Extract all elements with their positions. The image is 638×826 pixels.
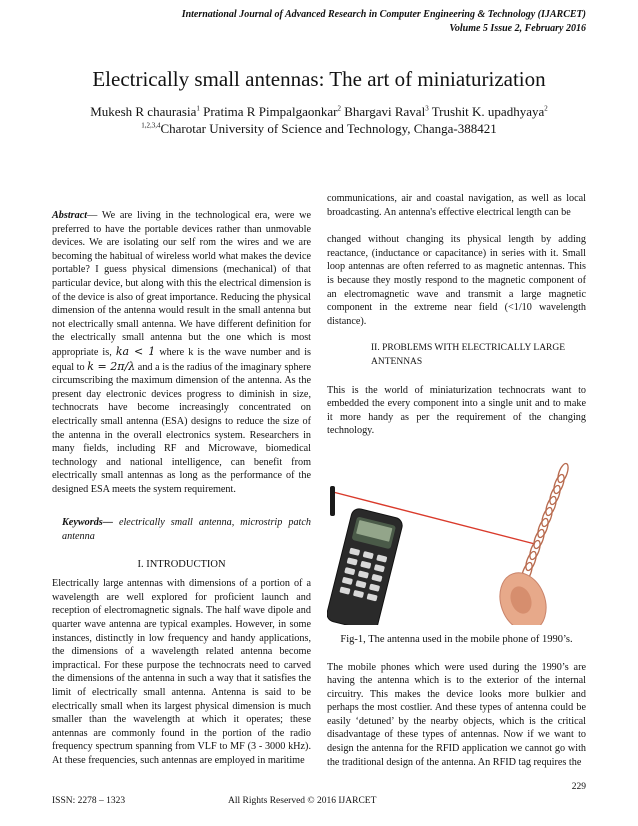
abstract-math-1: ka < 1 bbox=[115, 344, 156, 358]
page-number: 229 bbox=[571, 782, 586, 792]
right-paragraph-2: changed without changing its physical length by adding reactance, (inductance or capacitance) in series with it. Small loop antennas are often referred to as magnetic antennas. This is because they mostly respond to the magnetic component of an electromagnetic wave and transmit a large magnetic component in the extreme near field (<1/10 wavelength distance). bbox=[327, 234, 586, 327]
abstract-text-3: and a is the radius of the imaginary sphere circumscribing the maximum dimension of the antenna. As the present day electronic devices progress to diminish in size, technocrats have become increasingly concentrated on electrically small antenna (ESA) designs to reduce the size of the antenna in the overall electronics system. Researchers in many fields, including RF and Microwave, biomedical technology and national intelligence, can benefit from electrically small antennas as long as the performance of the designed ESA meets the system requirement. bbox=[52, 361, 311, 495]
introduction-paragraph: Electrically large antennas with dimensions of a portion of a wavelength are well explored for proficient launch and reception of electromagnetic signals. The half wave dipole and quarter wave antenna are typical examples. However, in some instances, distinctly in low frequency and handy applications, the dimensions of a wavelength related antenna become impractical. For these purpose the technocrats need to carved the dimensions of the antenna in such a way that it satisfies the limit of electrically small antenna. Antenna is said to be electrically small when its largest physical dimension is much smaller than the wavelength at which it operates; these antennas are commonly found in the portion of the radio frequency spectrum spanning from VLF to MF (3 - 3000 kHz). At these frequencies, such antennas are employed in maritime bbox=[52, 578, 311, 766]
left-column bbox=[52, 209, 311, 768]
issn: ISSN: 2278 – 1323 bbox=[52, 796, 126, 806]
abstract bbox=[52, 209, 311, 496]
author-name: Bhargavi Raval bbox=[344, 104, 426, 119]
keywords-text: electrically small antenna, microstrip patch antenna bbox=[62, 517, 311, 543]
paper-title: Electrically small antennas: The art of miniaturization bbox=[92, 67, 546, 91]
right-paragraph-1: communications, air and coastal navigation, as well as local broadcasting. An antenna's effective electrical length can be bbox=[327, 193, 586, 218]
figure-1 bbox=[327, 460, 586, 625]
author-list bbox=[0, 103, 638, 120]
author-sup: 1 bbox=[196, 104, 200, 113]
author-sup: 2 bbox=[544, 104, 548, 113]
right-column bbox=[327, 192, 586, 769]
author-name: Mukesh R chaurasia bbox=[90, 104, 197, 119]
phone-antenna-stub bbox=[330, 486, 335, 516]
mobile-phone bbox=[327, 507, 404, 625]
author-sup: 3 bbox=[425, 104, 429, 113]
helical-coil bbox=[520, 462, 570, 583]
journal-header bbox=[182, 8, 586, 36]
abstract-dash: — bbox=[87, 210, 102, 221]
section-heading-introduction: I. INTRODUCTION bbox=[137, 558, 226, 570]
copyright: All Rights Reserved © 2016 IJARCET bbox=[228, 796, 377, 806]
section-heading-problems: II. PROBLEMS WITH ELECTRICALLY LARGE ANTENNAS bbox=[371, 343, 566, 367]
problems-paragraph: This is the world of miniaturization technocrats want to embedded the every component into a single unit and to make it more handy as per the requirement of the changing technology. bbox=[327, 384, 586, 437]
journal-name: International Journal of Advanced Research in Computer Engineering & Technology (IJARCET) bbox=[181, 9, 586, 20]
abstract-math-2: k = 2π/λ bbox=[87, 359, 136, 373]
right-paragraph-4: The mobile phones which were used during the 1990’s are having the antenna which is to the exterior of the internal circuitry. This makes the device looks more bulkier and perhaps the most costlier. And these types of antenna could be easily ‘detuned’ by the nearby objects, which is the critical disadvantage of these types of antennas. Now if we want to design the antenna for the RFID application we cannot go with the traditional design of the antenna. An RFID tag requires the bbox=[327, 661, 586, 768]
journal-volume: Volume 5 Issue 2, February 2016 bbox=[449, 23, 586, 34]
author-sup: 2 bbox=[337, 104, 341, 113]
author-name: Trushit K. upadhyaya bbox=[431, 104, 545, 119]
affiliation-text: Charotar University of Science and Technology, Changa-388421 bbox=[160, 121, 497, 136]
abstract-text-1: We are living in the technological era, were we preferred to have the portable devices rather than unmovable devices. We are isolating our self rom the wires and we are becoming the habitual of wireless world what makes the device portable? I guess physical dimensions (mechanical) of that particular device, but along with this the electrical dimension is of the device is also of great importance. Reducing the physical dimension of the antenna would result in the small antenna but not electrically small antenna. We have different definition for the electrically small antenna but the one which is most appropriate is, bbox=[52, 210, 311, 358]
affiliation bbox=[0, 120, 638, 137]
author-name: Pratima R Pimpalgaonkar bbox=[203, 104, 338, 119]
abstract-text-2: where k is the wave number and is equal to bbox=[52, 346, 311, 373]
figure-1-illustration bbox=[327, 460, 586, 625]
affiliation-sup: 1,2,3,4 bbox=[141, 121, 161, 130]
keywords-label: Keywords— bbox=[62, 517, 113, 529]
keywords bbox=[52, 516, 311, 543]
figure-1-caption: Fig-1, The antenna used in the mobile phone of 1990’s. bbox=[340, 633, 573, 645]
abstract-label: Abstract bbox=[52, 210, 88, 221]
